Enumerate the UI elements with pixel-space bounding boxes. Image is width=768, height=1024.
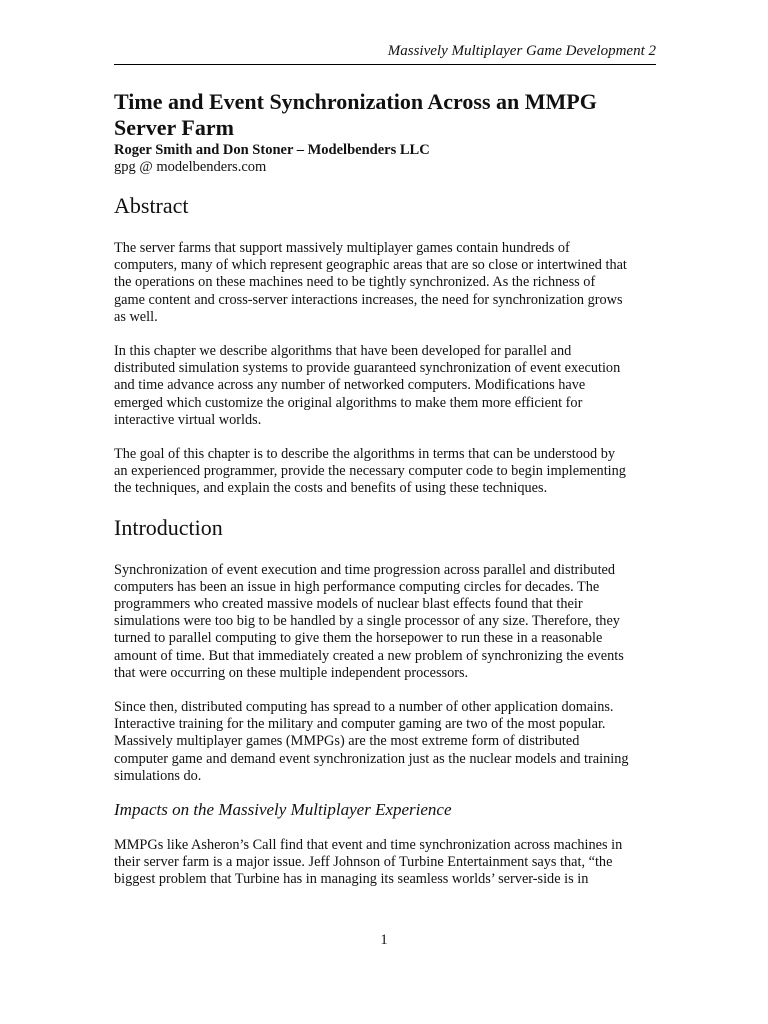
abstract-paragraph <box>114 240 659 326</box>
text-line: programmers who created massive models of nuclear blast effects found that their <box>114 596 583 613</box>
article-title <box>114 89 659 141</box>
text-line: The server farms that support massively multiplayer games contain hundreds of <box>114 240 570 256</box>
text-line: an experienced programmer, provide the necessary computer code to begin implementing <box>114 463 626 480</box>
abstract-heading: Abstract <box>114 193 189 218</box>
text-line: turned to parallel computing to give them the horsepower to run these in a reasonable <box>114 630 603 647</box>
article-authors: Roger Smith and Don Stoner – Modelbenders LLC <box>114 142 430 158</box>
page-number: 1 <box>380 932 388 948</box>
text-line: distributed simulation systems to provide guaranteed synchronization of event execution <box>114 360 621 377</box>
text-line: Interactive training for the military and computer gaming are two of the most popular. <box>114 716 606 733</box>
text-line: The goal of this chapter is to describe the algorithms in terms that can be understood by <box>114 446 616 463</box>
text-line: Synchronization of event execution and time progression across parallel and distributed <box>114 561 616 578</box>
text-line: and time advance across any number of networked computers. Modifications have <box>114 377 586 394</box>
text-line: amount of time. But that immediately created a new problem of synchronizing the events <box>114 647 624 664</box>
introduction-heading: Introduction <box>114 514 223 540</box>
text-line: simulations do. <box>114 767 202 784</box>
running-header <box>114 42 656 65</box>
article-title-line: Time and Event Synchronization Across an MMPG <box>114 89 597 114</box>
abstract-paragraph <box>114 446 659 498</box>
text-line: Massively multiplayer games (MMPGs) are the most extreme form of distributed <box>114 733 580 750</box>
document-body <box>114 89 659 889</box>
text-line: computers has been an issue in high performance computing circles for decades. The <box>114 578 600 595</box>
text-line: Since then, distributed computing has spread to a number of other application domains. <box>114 699 614 716</box>
text-line: interactive virtual worlds. <box>114 411 262 428</box>
text-line: that were occurring on these multiple independent processors. <box>114 664 469 681</box>
article-title-line: Server Farm <box>114 115 234 140</box>
text-line: game content and cross-server interactions increases, the need for synchronization grows <box>114 291 623 308</box>
text-line: simulations were too big to be handled by a single processor of any size. Therefore, they <box>114 613 620 630</box>
text-line: the techniques, and explain the costs and benefits of using these techniques. <box>114 480 548 497</box>
introduction-paragraph <box>114 699 659 785</box>
subsection-heading: Impacts on the Massively Multiplayer Experience <box>114 800 452 820</box>
text-line: the operations on these machines need to be tightly synchronized. As the richness of <box>114 274 596 291</box>
text-line: MMPGs like Asheron’s Call find that event and time synchronization across machines in <box>114 837 623 854</box>
text-line: as well. <box>114 308 158 325</box>
running-header-title: Massively Multiplayer Game Development 2 <box>387 43 656 59</box>
text-line: In this chapter we describe algorithms that have been developed for parallel and <box>114 343 572 360</box>
abstract-paragraph <box>114 343 659 429</box>
text-line: their server farm is a major issue. Jeff Johnson of Turbine Entertainment says that, “the <box>114 854 613 871</box>
contact-email: gpg @ modelbenders.com <box>114 159 267 175</box>
text-line: emerged which customize the original algorithms to make them more efficient for <box>114 394 583 411</box>
text-line: computers, many of which represent geographic areas that are so close or intertwined that <box>114 257 627 274</box>
text-line: biggest problem that Turbine has in managing its seamless worlds’ server-side is in <box>114 871 589 888</box>
subsection-paragraph <box>114 837 659 889</box>
introduction-paragraph <box>114 562 659 682</box>
text-line: computer game and demand event synchronization just as the nuclear models and training <box>114 750 629 767</box>
